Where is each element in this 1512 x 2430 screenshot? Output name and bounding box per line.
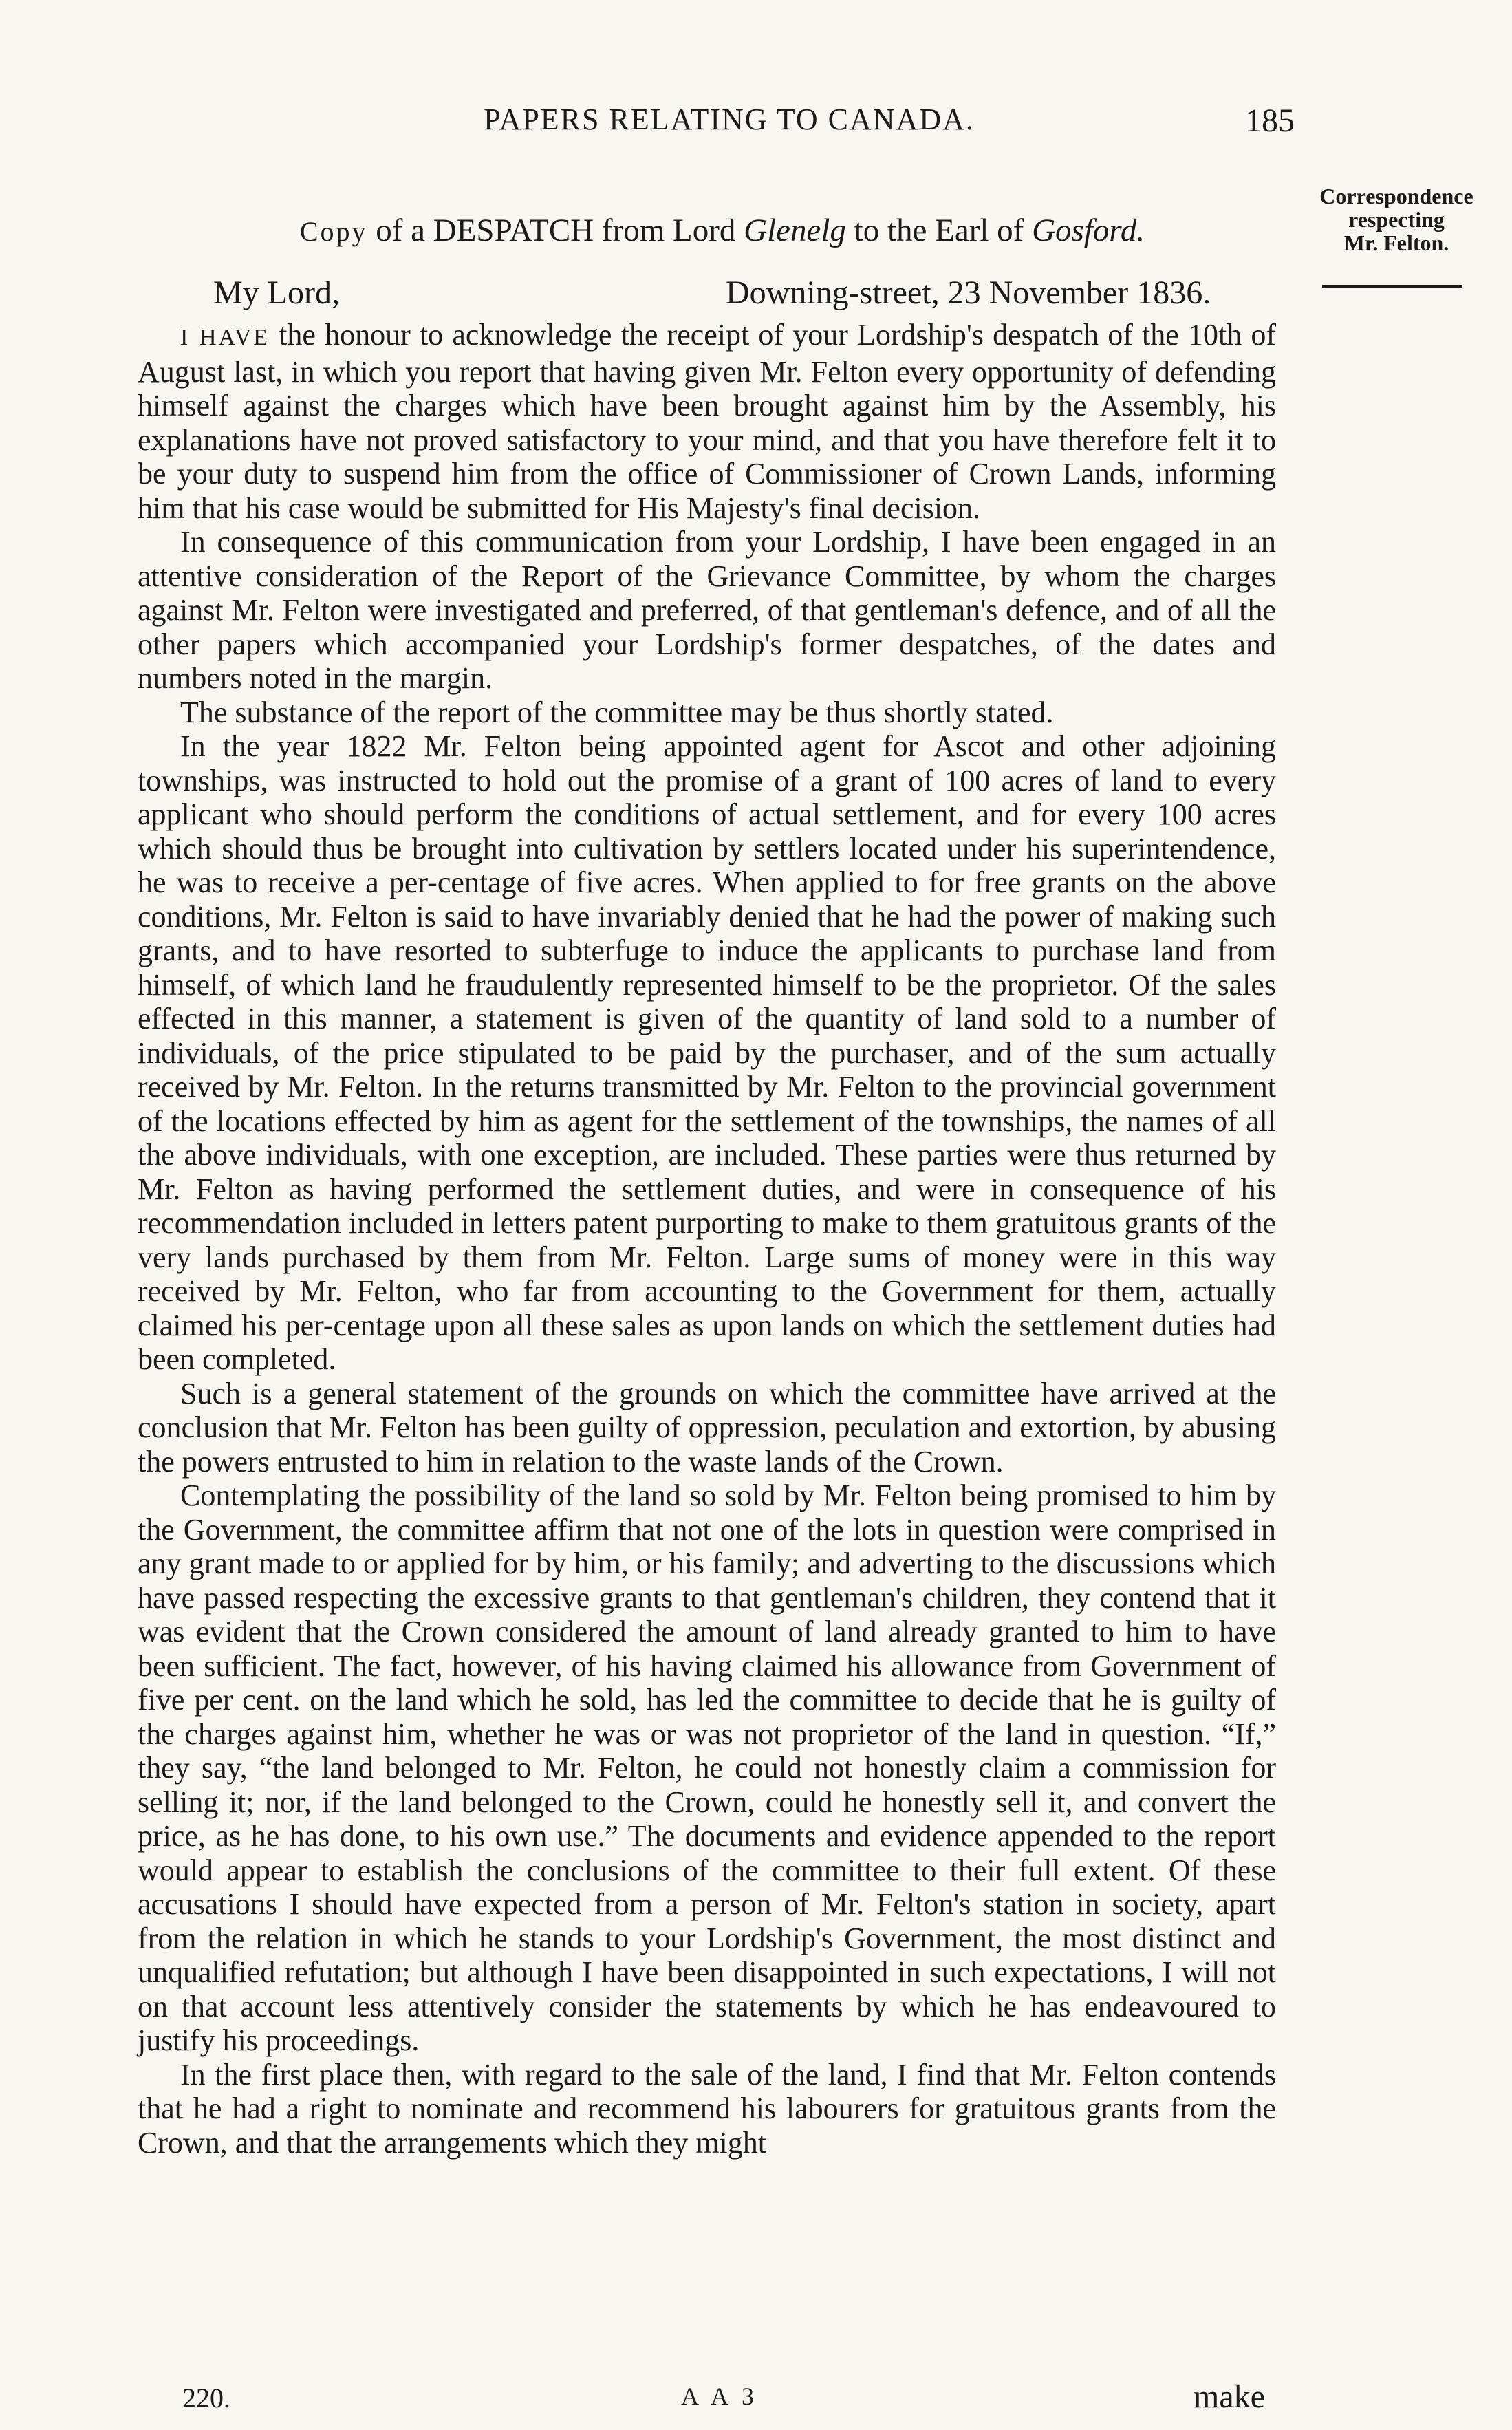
margin-note-line: Mr. Felton. <box>1343 230 1449 255</box>
title-recipient: Gosford. <box>1032 213 1145 248</box>
paragraph: In the first place then, with regard to the sale of the land, I find that Mr. Felton contends that he had a right to nominate and recommend his labourers for gratuitous grants from the Crown, and that the arrangements which they might <box>138 2057 1276 2160</box>
margin-note-line: respecting <box>1348 207 1445 232</box>
paragraph-text: the honour to acknowledge the receipt of your Lordship's despatch of the 10th of August last, in which you report that having given Mr. Felton every opportunity of defending himself against the charges which have been brought against him by the Assembly, his explanations have not proved satisfactory to your mind, and that you have therefore felt it to be your duty to suspend him from the office of Commissioner of Crown Lands, informing him that his case would be submitted for His Majesty's final decision. <box>138 318 1276 525</box>
footer-signature-mark: A A 3 <box>681 2383 759 2410</box>
margin-note-line: Correspondence <box>1319 184 1473 208</box>
page-number: 185 <box>1245 103 1295 139</box>
despatch-title <box>199 212 1245 249</box>
paragraph: Contemplating the possibility of the land so sold by Mr. Felton being promised to him by the Government, the committee affirm that not one of the lots in question were comprised in any grant made to or applied for by him, or his family; and adverting to the discussions which have passed respecting the excessive grants to that gentleman's children, they contend that it was evident that the Crown considered the amount of land already granted to him to have been sufficient. The fact, however, of his having claimed his allowance from Government of five per cent. on the land which he sold, has led the committee to decide that he is guilty of the charges against him, whether he was or was not proprietor of the land in question. “If,” they say, “the land belonged to Mr. Felton, he could not honestly claim a commission for selling it; nor, if the land belonged to the Crown, could he honestly sell it, and convert the price, as he has done, to his own use.” The documents and evidence appended to the report would appear to establish the conclusions of the committee to their full extent. Of these accusations I should have expected from a person of Mr. Felton's station in society, apart from the relation in which he stands to your Lordship's Government, the most distinct and unqualified refutation; but although I have been disappointed in such expectations, I will not on that account less attentively consider the statements by which he has endeavoured to justify his proceedings. <box>138 1479 1276 2057</box>
title-despatch: DESPATCH <box>433 213 594 248</box>
paragraph: In the year 1822 Mr. Felton being appointed agent for Ascot and other adjoining townships, was instructed to hold out the promise of a grant of 100 acres of land to every applicant who should perform the conditions of actual settlement, and for every 100 acres which should thus be brought into cultivation by settlers located under his superintendence, he was to receive a per-centage of five acres. When applied to for free grants on the above conditions, Mr. Felton is said to have invariably denied that he had the power of making such grants, and to have resorted to subterfuge to induce the applicants to purchase land from himself, of which land he fraudulently represented himself to be the proprietor. Of the sales effected in this manner, a statement is given of the quantity of land sold to a number of individuals, of the price stipulated to be paid by the purchaser, and of the sum actually received by Mr. Felton. In the returns transmitted by Mr. Felton to the provincial government of the locations effected by him as agent for the settlement of the townships, the names of all the above individuals, with one exception, are included. These parties were thus returned by Mr. Felton as having performed the settlement duties, and were in consequence of his recommendation included in letters patent purporting to make to them gratuitous grants of the very lands purchased by them from Mr. Felton. Large sums of money were in this way received by Mr. Felton, who far from accounting to the Government for them, actually claimed his per-centage upon all these sales as upon lands on which the settlement duties had been completed. <box>138 729 1276 1376</box>
title-from-lord: from Lord <box>601 213 736 248</box>
footer-catchword: make <box>1194 2378 1265 2415</box>
paragraph: In consequence of this communication from your Lordship, I have been engaged in an attentive consideration of the Report of the Grievance Committee, by whom the charges against Mr. Felton were investigated and preferred, of that gentleman's defence, and of all the other papers which accompanied your Lordship's former despatches, of the dates and numbers noted in the margin. <box>138 525 1276 695</box>
title-to-the-earl-of: to the Earl of <box>854 213 1024 248</box>
title-copy: Copy <box>299 216 368 247</box>
salutation: My Lord, <box>213 275 340 311</box>
title-of-a: of a <box>376 213 426 248</box>
dateline: Downing-street, 23 November 1836. <box>726 275 1211 311</box>
running-head: PAPERS RELATING TO CANADA. <box>484 103 975 136</box>
title-sender: Glenelg <box>744 213 846 248</box>
paragraph-lead: I HAVE <box>180 325 270 350</box>
margin-note <box>1300 184 1493 255</box>
paragraph: The substance of the report of the committee may be thus shortly stated. <box>180 695 1054 729</box>
paragraph: Such is a general statement of the grounds on which the committee have arrived at the conclusion that Mr. Felton has been guilty of oppression, peculation and extortion, by abusing the powers entrusted to him in relation to the waste lands of the Crown. <box>138 1376 1276 1479</box>
letter-body <box>138 318 1276 2160</box>
footer-sheet-number: 220. <box>182 2383 230 2413</box>
paragraph <box>138 318 1276 525</box>
margin-note-rule <box>1322 285 1462 288</box>
